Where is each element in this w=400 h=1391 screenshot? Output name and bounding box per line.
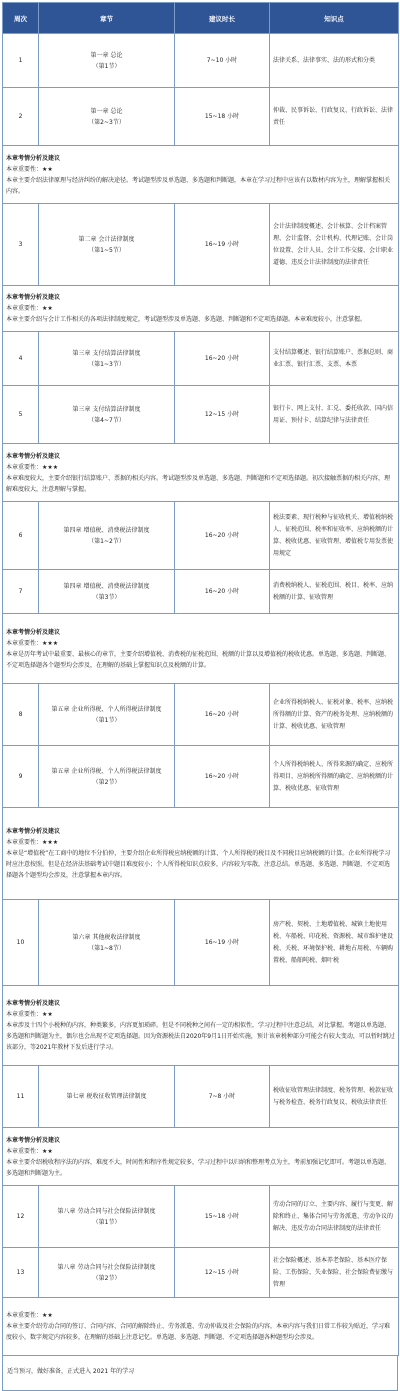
study-plan-sheet [2,2,398,1391]
table-row [3,900,399,986]
duration-cell: 16~19 小时 [175,900,270,986]
chapter-analysis-cell [3,808,399,900]
table-row [3,1248,399,1298]
chapter-part: （第1节） [92,62,121,70]
chapter-cell [39,502,175,570]
week-cell: 9 [3,746,39,808]
analysis-text: 本章主要介绍劳动合同的签订、合同内容、合同的解除终止、劳务派遣、劳动仲裁及社会保险的内容，本章内容与我们日常工作较为贴近，学习难度较小，数字规定内容较多，在理解的基础上注意记忆。单选题、多选题、判断题、不定项选择题各种题型均会涉及。 [6,1323,391,1341]
importance-rating: 本章重要性：★★ [6,165,53,173]
chapter-title: 第三章 支付结算法律制度 [72,349,141,357]
chapter-title: 第七章 税收征收管理法律制度 [66,1093,147,1100]
analysis-text: 本章主要介绍与会计工作相关的各项法律制度规定，考试题型涉及单选题、多选题、判断题和不定项选择题。本章难度较小，注意掌握。 [6,316,367,323]
chapter-title: 第八章 劳动合同与社会保险法律制度 [57,1263,156,1271]
header-duration: 建议时长 [175,3,270,34]
points-cell: 劳动合同的订立、主要内容、履行与变更、解除和终止、集体合同与劳务派遣、劳动争议的解决、违反劳动合同法律制度的法律责任 [270,1186,399,1248]
week-cell: 7 [3,570,39,614]
chapter-title: 第四章 增值税、消费税法律制度 [63,526,150,534]
table-row [3,1066,399,1128]
chapter-part: （第2节） [92,778,121,786]
chapter-part: （第1~8节） [88,944,125,952]
analysis-text: 本章主要介绍税收程序法的内容，难度不大，时间性和程序性规定较多，学习过程中以归纳和整理考点为主，考前加强记忆即可。考题以单选题、多选题和判断题为主。 [6,1158,391,1177]
table-row [3,332,399,386]
points-cell: 会计法律制度概述、会计核算、会计档案管理、会计监督、会计机构、代理记账、会计岗位设置、会计人员、会计工作交接、会计职业道德、违反会计法律制度的法律责任 [270,204,399,286]
points-cell: 消费税纳税人、征税范围、税目、税率、应纳税额的计算、征收管理 [270,570,399,614]
chapter-analysis-cell [3,986,399,1066]
week-cell: 5 [3,386,39,444]
table-row [3,502,399,570]
chapter-analysis-row [3,808,399,900]
chapter-cell [39,1186,175,1248]
week-cell: 3 [3,204,39,286]
table-row [3,746,399,808]
duration-cell: 16~20 小时 [175,746,270,808]
points-cell: 个人所得税纳税人、所得来源的确定、应税所得项目、应纳税所得额的确定、应纳税额的计算、税收优惠、征收管理 [270,746,399,808]
analysis-text: 本章是“增值税”在工商中的地位不分伯仲，主要介绍企业所得税应纳税额的计算、个人所得税的税目及不同税目应纳税额的计算。企业所得税学习时应注意按照，但是在经济法基础考试中题目难度较小；个人所得税知识点较多，内容较为零散，注意总结。单选题、多选题、判断题、不定项选择题各个题型均会涉及，注意掌握本章内容。 [6,850,391,879]
points-cell: 仲裁、民事诉讼、行政复议、行政诉讼、法律责任 [270,88,399,146]
chapter-analysis-row [3,1128,399,1186]
chapter-title: 第五章 企业所得税、个人所得税法律制度 [51,767,162,775]
points-cell: 税法要素、现行税种与征收机关、增值税纳税人、征税范围、税率和征收率、应纳税额的计算、税收优惠、征收管理、增值税专用发票使用规定 [270,502,399,570]
chapter-title: 第八章 劳动合同与社会保险法律制度 [57,1207,156,1215]
analysis-text: 本章是历年考试中最重要、最核心的章节，主要介绍增值税、消费税的征税范围、税额的计算以及增值税的税收优惠。单选题、多选题、判断题、不定项选择题各个题型均会涉及，在理解的基础上掌握知识点及税额的计算。 [6,650,391,669]
importance-rating: 本章重要性：★★★ [6,463,59,471]
analysis-text: 本章涉及十四个小税种的内容，种类繁多，内容更加琐碎。但是不同税种之间有一定的相似性，学习过程中注意总结，对比掌握。考题以单选题、多选题和判断题为主，偶尔也会出现不定项选择题。因为资源税法自2020年9月1日开始实施，预计该章税种部分可能会有较大变动，可以暂时跳过该部分，等2021年教材下发后进行学习。 [6,1022,395,1051]
analysis-title: 本章考情分析及建议 [6,154,61,162]
table-body [3,34,399,1356]
chapter-cell [39,88,175,146]
chapter-analysis-row [3,286,399,332]
header-points: 知识点 [270,3,399,34]
analysis-title: 本章考情分析及建议 [6,628,61,636]
duration-cell: 16~20 小时 [175,570,270,614]
points-cell: 法律关系、法律事实、法的形式和分类 [270,34,399,88]
chapter-analysis-cell [3,1128,399,1186]
chapter-part: （第1~3节） [88,360,125,368]
duration-cell: 15~18 小时 [175,1186,270,1248]
importance-rating: 本章重要性：★★ [6,1312,53,1319]
chapter-cell [39,1066,175,1128]
chapter-part: （第1节） [92,1218,121,1226]
table-row [3,34,399,88]
duration-cell: 16~19 小时 [175,204,270,286]
chapter-cell [39,386,175,444]
chapter-analysis-cell [3,614,399,684]
analysis-title: 本章考情分析及建议 [6,294,61,301]
chapter-analysis-cell [3,146,399,204]
duration-cell: 16~20 小时 [175,332,270,386]
duration-cell: 7~8 小时 [175,1066,270,1128]
table-row [3,386,399,444]
chapter-cell [39,34,175,88]
chapter-analysis-row [3,986,399,1066]
week-cell: 6 [3,502,39,570]
analysis-text: 本章难度较大，主要介绍银行结算账户、票据的相关内容。考试题型涉及单选题、多选题、判断题和不定项选择题。初次接触票据的相关内容，理解难度较大，注意理解与掌握。 [6,474,391,493]
week-cell: 2 [3,88,39,146]
points-cell: 企业所得税纳税人、征税对象、税率、应纳税所得额的计算、资产的税务处理、应纳税额的计算、税收优惠、征收管理 [270,684,399,746]
chapter-part: （第3节） [92,593,121,601]
analysis-title: 本章考情分析及建议 [6,1000,61,1007]
week-cell: 12 [3,1186,39,1248]
week-cell: 4 [3,332,39,386]
importance-rating: 本章重要性：★★★ [6,839,59,846]
points-cell: 银行卡、网上支付、汇兑、委托收款、国内信用证、预付卡、结算纪律与法律责任 [270,386,399,444]
table-row [3,570,399,614]
week-cell: 8 [3,684,39,746]
week-cell: 13 [3,1248,39,1298]
chapter-title: 第二章 会计法律制度 [78,235,135,243]
chapter-analysis-row [3,146,399,204]
footer-note: 适当预习，做好准备，正式进入 2021 年的学习 [2,1356,398,1391]
week-cell: 1 [3,34,39,88]
chapter-analysis-cell [3,444,399,502]
chapter-analysis-row [3,444,399,502]
chapter-part: （第2~3节） [88,118,125,126]
importance-rating: 本章重要性：★★ [6,1011,53,1018]
chapter-title: 第四章 增值税、消费税法律制度 [63,582,150,590]
duration-cell: 7~10 小时 [175,34,270,88]
week-cell: 11 [3,1066,39,1128]
chapter-part: （第1~5节） [88,246,125,254]
analysis-title: 本章考情分析及建议 [6,828,61,835]
duration-cell: 15~18 小时 [175,88,270,146]
chapter-title: 第三章 支付结算法律制度 [72,405,141,413]
analysis-title: 本章考情分析及建议 [6,452,61,460]
chapter-analysis-cell [3,1298,399,1356]
table-row [3,684,399,746]
points-cell: 社会保险概述、基本养老保险、基本医疗保险、工伤保险、失业保险、社会保险费征缴与管理 [270,1248,399,1298]
study-plan-table [2,2,399,1356]
week-cell: 10 [3,900,39,986]
points-cell: 房产税、契税、土地增值税、城镇土地使用税、车船税、印花税、资源税、城市维护建设税、关税、环境保护税、耕地占用税、车辆购置税、船舶吨税、烟叶税 [270,900,399,986]
chapter-cell [39,746,175,808]
chapter-analysis-row [3,614,399,684]
chapter-cell [39,332,175,386]
chapter-cell [39,900,175,986]
chapter-analysis-cell [3,286,399,332]
chapter-part: （第4~7节） [88,416,125,424]
points-cell: 税收征收管理法律制度、税务管理、税款征收与税务检查、税务行政复议、税收法律责任 [270,1066,399,1128]
chapter-title: 第一章 总论 [90,107,123,115]
points-cell: 支付结算概述、银行结算账户、票据总则、商业汇票、银行汇票、支票、本票 [270,332,399,386]
table-row [3,88,399,146]
analysis-text: 本章主要介绍法律原理与经济纠纷的解决途径。考试题型涉及单选题、多选题和判断题，本章在学习过程中应该有以数材内容为主，理解掌握相关内容。 [6,176,391,195]
chapter-cell [39,1248,175,1298]
chapter-part: （第1~2节） [88,537,125,545]
table-header-row [3,3,399,34]
chapter-part: （第2节） [92,1274,121,1282]
chapter-cell [39,204,175,286]
chapter-title: 第六章 其他税收法律制度 [72,933,141,941]
duration-cell: 12~15 小时 [175,386,270,444]
chapter-cell [39,684,175,746]
chapter-cell [39,570,175,614]
chapter-analysis-row [3,1298,399,1356]
chapter-title: 第五章 企业所得税、个人所得税法律制度 [51,705,162,713]
table-row [3,204,399,286]
importance-rating: 本章重要性：★★★ [6,639,59,647]
chapter-title: 第一章 总论 [90,51,123,59]
header-week: 周次 [3,3,39,34]
importance-rating: 本章重要性：★★ [6,1147,53,1155]
duration-cell: 12~15 小时 [175,1248,270,1298]
header-chapter: 章节 [39,3,175,34]
duration-cell: 16~20 小时 [175,502,270,570]
analysis-title: 本章考情分析及建议 [6,1136,61,1144]
chapter-part: （第1节） [92,716,121,724]
duration-cell: 16~20 小时 [175,684,270,746]
table-row [3,1186,399,1248]
importance-rating: 本章重要性：★★ [6,305,53,312]
